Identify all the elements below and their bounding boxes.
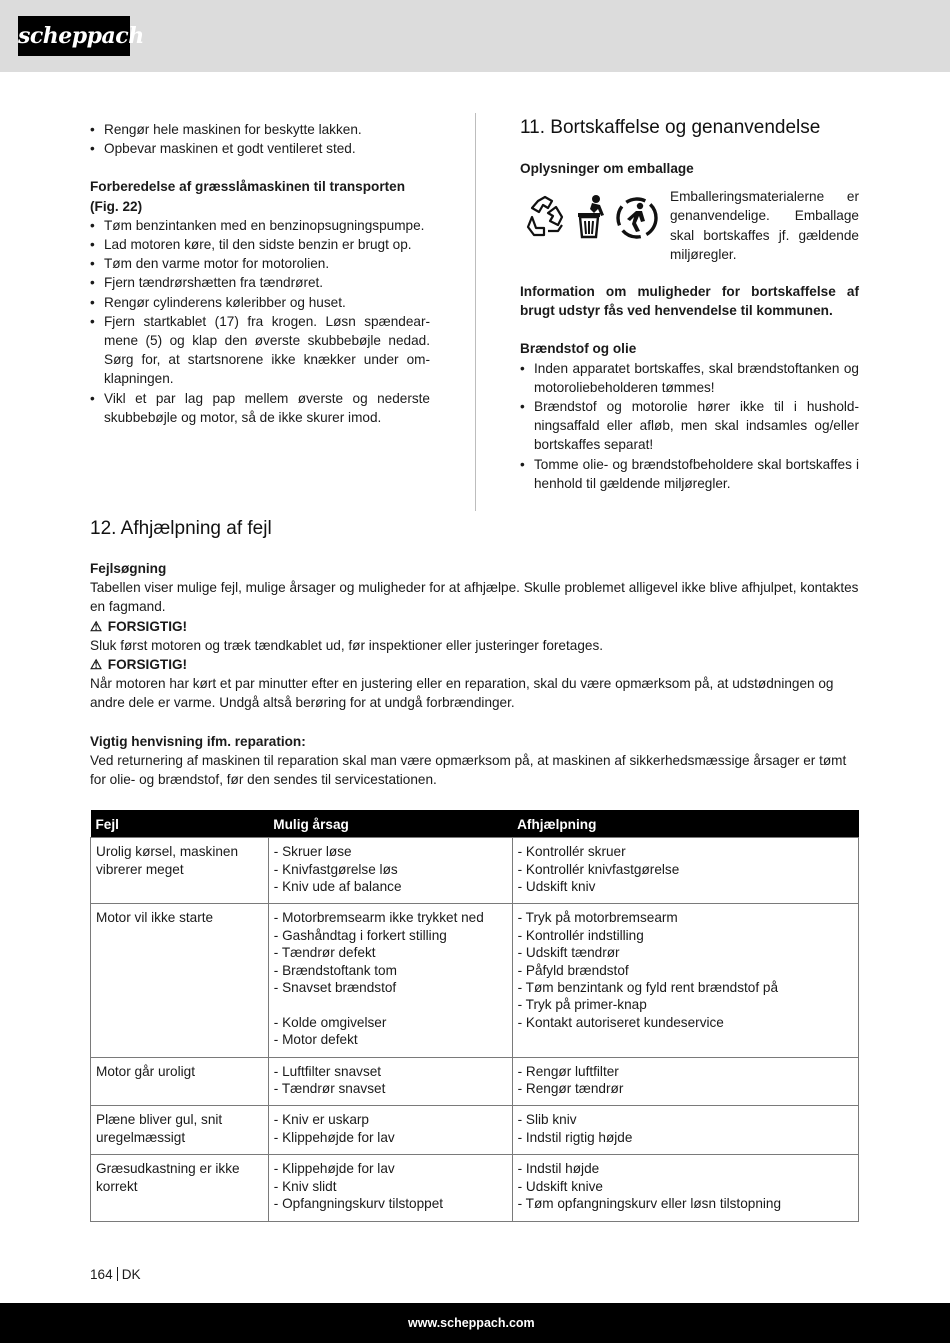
cell-line: - Indstil højde: [517, 1161, 600, 1177]
cell-line: - Kniv er uskarp: [273, 1112, 369, 1128]
cell-line: - Tryk på motorbremsearm: [517, 910, 678, 926]
table-row: [91, 904, 859, 1057]
recycle-icon: [522, 195, 568, 241]
brand-logo: scheppach: [18, 16, 130, 56]
cell-line: Plæne bliver gul, snit: [96, 1112, 223, 1128]
page-language: DK: [121, 1267, 141, 1282]
cell-line: Motor går uroligt: [96, 1063, 195, 1079]
fault-cell: [91, 838, 269, 904]
list-item: • Fjern tændrørshætten fra tændrøret.: [90, 273, 430, 292]
cell-line: korrekt: [96, 1178, 138, 1194]
list-item: • Brændstof og motorolie hører ikke til i husholdningsaffald eller afløb, men skal indsamles og/eller bortskaffes separat!: [520, 397, 859, 455]
packaging-info: [520, 187, 859, 264]
fault-cell: [91, 1155, 269, 1221]
list-item: • Lad motoren køre, til den sidste benzin er brugt op.: [90, 235, 430, 254]
packaging-icons: [520, 187, 670, 263]
list-item: • Tomme olie- og brændstofbeholdere skal bortskaffes i henhold til gældende miljøregler.: [520, 455, 859, 493]
table-row: [91, 838, 859, 904]
trash-bin-icon: [574, 193, 610, 241]
troubleshooting-table: [90, 810, 859, 1222]
remedy-cell: [512, 1106, 858, 1155]
caution-label: ⚠ FORSIGTIG!: [90, 655, 859, 674]
cell-line: - Udskift kniv: [517, 879, 596, 895]
cell-line: - Skruer løse: [273, 844, 352, 860]
cause-cell: [268, 838, 512, 904]
cell-line: vibrerer meget: [96, 861, 184, 877]
footer-url: www.scheppach.com: [408, 1316, 535, 1330]
section-12-title: 12. Afhjælpning af fejl: [90, 518, 272, 539]
cell-line: Græsudkastning er ikke: [96, 1161, 240, 1177]
list-item: • Vikl et par lag pap mellem øverste og nederste skubbebøjle og motor, så de ikke skurer imod.: [90, 389, 430, 427]
cell-line: - Kontakt autoriseret kundeservice: [517, 1014, 724, 1030]
repair-text: Ved returnering af maskinen til reparation skal man være opmærksom på, at maskinen af sikkerhedsmæssige årsager er tømt for olie- og brændstof, før den sendes til servicestationen.: [90, 752, 847, 788]
remedy-cell: [512, 904, 858, 1057]
cell-line: - Knivfastgørelse løs: [273, 861, 398, 877]
fuel-heading: Brændstof og olie: [520, 341, 637, 357]
remedy-cell: [512, 1155, 858, 1221]
repair-heading: Vigtig henvisning ifm. reparation:: [90, 733, 306, 749]
column-divider: [475, 113, 476, 511]
cause-cell: [268, 904, 512, 1057]
table-header-row: [91, 810, 859, 838]
cell-line: [274, 996, 507, 1013]
cell-line: - Udskift knive: [517, 1178, 603, 1194]
column-header-remedy: Afhjælpning: [512, 810, 858, 838]
list-item: • Tøm den varme motor for motorolien.: [90, 254, 430, 273]
person-recycling-icon: [614, 195, 660, 241]
list-item: • Opbevar maskinen et godt ventileret sted.: [90, 139, 430, 158]
cell-line: - Tryk på primer-knap: [517, 997, 647, 1013]
cause-cell: [268, 1155, 512, 1221]
section-12: [90, 516, 859, 789]
warning-icon: ⚠: [90, 618, 103, 634]
cell-line: - Kniv slidt: [273, 1178, 337, 1194]
warning-icon: ⚠: [90, 657, 103, 673]
left-column: [90, 120, 430, 427]
cell-line: - Tøm opfangningskurv eller løsn tilstopning: [517, 1196, 782, 1212]
cell-line: Urolig kørsel, maskinen: [96, 844, 239, 860]
cell-line: - Kontrollér indstilling: [517, 927, 644, 943]
cell-line: - Slib kniv: [517, 1112, 577, 1128]
cell-line: - Gashåndtag i forkert stilling: [273, 927, 447, 943]
cell-line: - Klippehøjde for lav: [273, 1161, 395, 1177]
cell-line: - Snavset brændstof: [273, 980, 397, 996]
fault-cell: [91, 904, 269, 1057]
cell-line: - Tøm benzintank og fyld rent brændstof på: [517, 980, 779, 996]
cell-line: - Tændrør snavset: [273, 1081, 386, 1097]
column-header-cause: Mulig årsag: [268, 810, 512, 838]
list-item: • Rengør cylinderens køleribber og huset.: [90, 293, 430, 312]
cell-line: - Kontrollér knivfastgørelse: [517, 861, 680, 877]
cell-line: - Opfangningskurv tilstoppet: [273, 1196, 444, 1212]
page-number: [90, 1265, 141, 1284]
cell-line: - Luftfilter snavset: [273, 1063, 382, 1079]
cause-cell: [268, 1057, 512, 1106]
section-11-title: 11. Bortskaffelse og genanvendelse: [520, 117, 821, 138]
cell-line: - Motor defekt: [273, 1032, 358, 1048]
cell-line: - Udskift tændrør: [517, 945, 620, 961]
remedy-cell: [512, 838, 858, 904]
troubleshooting-heading: Fejlsøgning: [90, 561, 167, 576]
page-footer: [0, 1303, 950, 1343]
list-item: • Fjern startkablet (17) fra krogen. Løsn spændearmene (5) og klap den øverste skubbebøjle nedad. Sørg for, at startsnorene ikke knækker under omklapningen.: [90, 312, 430, 389]
transport-heading: Forberedelse af græsslåmaskinen til transporten (Fig. 22): [90, 179, 406, 214]
cell-line: - Rengør luftfilter: [517, 1063, 619, 1079]
table-row: [91, 1106, 859, 1155]
cell-line: - Kniv ude af balance: [273, 879, 402, 895]
caution-text: Sluk først motoren og træk tændkablet ud, før inspektioner eller justeringer foretages.: [90, 637, 604, 653]
fuel-bullet-list: [520, 359, 859, 493]
cell-line: - Kolde omgivelser: [273, 1014, 387, 1030]
cell-line: - Indstil rigtig højde: [517, 1129, 633, 1145]
cell-line: - Påfyld brændstof: [517, 962, 629, 978]
packaging-text: Emballeringsmaterialerne er genanvendelige. Emballage skal bortskaffes jf. gældende miljøregler.: [670, 189, 859, 262]
care-bullet-list: [90, 120, 430, 158]
right-column: [520, 115, 859, 493]
page-header: [0, 0, 950, 72]
cell-line: - Brændstoftank tom: [273, 962, 397, 978]
cell-line: uregelmæssigt: [96, 1129, 186, 1145]
column-header-fault: Fejl: [91, 810, 269, 838]
cell-line: - Tændrør defekt: [273, 945, 376, 961]
troubleshooting-text: Tabellen viser mulige fejl, mulige årsager og muligheder for at afhjælpe. Skulle problemet alligevel ikke blive afhjulpet, kontaktes en fagmand.: [90, 580, 859, 615]
cell-line: Motor vil ikke starte: [96, 910, 214, 926]
caution-label: ⚠ FORSIGTIG!: [90, 617, 859, 636]
table-row: [91, 1155, 859, 1221]
cell-line: - Klippehøjde for lav: [273, 1129, 395, 1145]
fault-cell: [91, 1106, 269, 1155]
disposal-info: Information om muligheder for bortskaffelse af brugt udstyr fås ved henvendelse til kommunen.: [520, 284, 859, 319]
list-item: • Tøm benzintanken med en benzinopsugningspumpe.: [90, 216, 430, 235]
remedy-cell: [512, 1057, 858, 1106]
cell-line: - Kontrollér skruer: [517, 844, 626, 860]
cell-line: - Rengør tændrør: [517, 1081, 624, 1097]
transport-bullet-list: [90, 216, 430, 427]
cell-line: - Motorbremsearm ikke trykket ned: [273, 910, 484, 926]
list-item: • Inden apparatet bortskaffes, skal brændstoftanken og motoroliebeholderen tømmes!: [520, 359, 859, 397]
caution-text: Når motoren har kørt et par minutter efter en justering eller en reparation, skal du være opmærksom på, at udstødningen og andre dele er varme. Undgå altså berøring for at undgå forbrændinger.: [90, 676, 834, 711]
table-row: [91, 1057, 859, 1106]
list-item: • Rengør hele maskinen for beskytte lakken.: [90, 120, 430, 139]
cause-cell: [268, 1106, 512, 1155]
packaging-heading: Oplysninger om emballage: [520, 161, 694, 176]
page-number-value: 164: [90, 1267, 113, 1282]
fault-cell: [91, 1057, 269, 1106]
